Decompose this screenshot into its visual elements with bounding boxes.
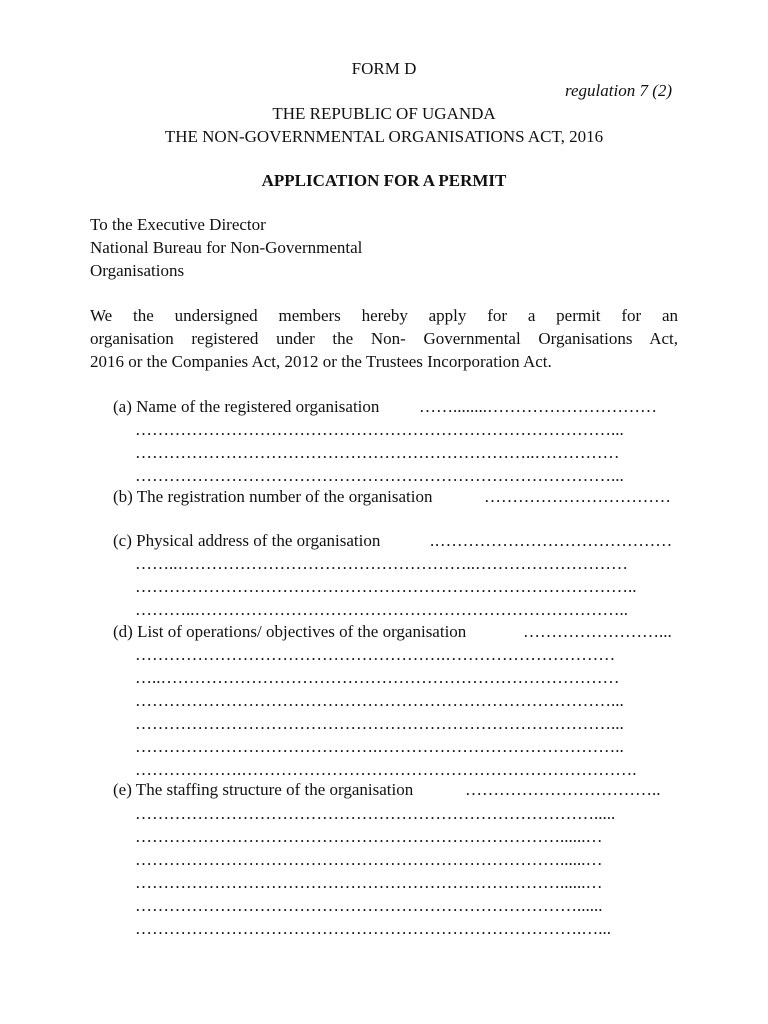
intro-line-1: We the undersigned members hereby apply for a permit for an xyxy=(90,306,678,325)
field-e-label: (e) The staffing structure of the organisation xyxy=(113,780,414,799)
field-d-line-0[interactable]: ……………………... xyxy=(523,622,672,641)
field-c-line-3[interactable]: ………..………………………………………………………………….. xyxy=(135,600,628,619)
field-d-line-6[interactable]: ……………….……………………………………………………………. xyxy=(135,760,637,779)
field-e-line-6[interactable]: …………………………………………………………………….…... xyxy=(135,919,611,938)
field-b-line-0[interactable]: …………………………… xyxy=(484,487,671,506)
field-c-line-1[interactable]: ……..……………………………………………..……………………… xyxy=(135,554,628,573)
field-e-line-0[interactable]: …………………………….. xyxy=(465,780,661,799)
field-a-line-2[interactable]: ……………………………………………………………..…………… xyxy=(135,443,620,462)
field-d-line-5[interactable]: …………………………………….…………………………………….. xyxy=(135,737,624,756)
field-e-line-5[interactable]: ……………………………………………………………………...... xyxy=(135,896,603,915)
field-d-line-4[interactable]: …………………………………………………………………………... xyxy=(135,714,624,733)
field-d-label: (d) List of operations/ objectives of the organisation xyxy=(113,622,467,641)
field-b-label: (b) The registration number of the organisation xyxy=(113,487,433,506)
field-a-label: (a) Name of the registered organisation xyxy=(113,397,380,416)
field-c-line-0[interactable]: .…………………………………… xyxy=(430,531,673,550)
form-label: FORM D xyxy=(351,59,417,78)
field-a-line-0[interactable]: ……........………………………… xyxy=(419,397,657,416)
field-e-line-1[interactable]: ………………………………………………………………………..... xyxy=(135,804,616,823)
field-a-line-3[interactable]: …………………………………………………………………………... xyxy=(135,466,624,485)
field-e-line-2[interactable]: …………………………………………………………………......… xyxy=(135,827,603,846)
addressee-line-3: Organisations xyxy=(90,261,185,280)
field-c-line-2[interactable]: …………………………………………………………………………….. xyxy=(135,577,637,596)
field-a-line-1[interactable]: …………………………………………………………………………... xyxy=(135,420,624,439)
field-d-line-2[interactable]: …..……………………………………………………………………… xyxy=(135,668,620,687)
field-e-line-3[interactable]: …………………………………………………………………......… xyxy=(135,850,603,869)
republic-heading: THE REPUBLIC OF UGANDA xyxy=(272,104,496,123)
field-e-line-4[interactable]: …………………………………………………………………......… xyxy=(135,873,603,892)
act-heading: THE NON-GOVERNMENTAL ORGANISATIONS ACT, 2016 xyxy=(164,127,604,146)
page-title: APPLICATION FOR A PERMIT xyxy=(261,171,507,190)
field-d-line-3[interactable]: …………………………………………………………………………... xyxy=(135,691,624,710)
field-d-line-1[interactable]: ……………………………………………….………………………… xyxy=(135,645,616,664)
addressee-line-2: National Bureau for Non-Governmental xyxy=(90,238,363,257)
addressee-line-1: To the Executive Director xyxy=(90,215,266,234)
field-c-label: (c) Physical address of the organisation xyxy=(113,531,381,550)
intro-line-2: organisation registered under the Non- Governmental Organisations Act, xyxy=(90,329,678,348)
regulation-reference: regulation 7 (2) xyxy=(565,81,673,100)
intro-line-3: 2016 or the Companies Act, 2012 or the Trustees Incorporation Act. xyxy=(90,352,552,371)
